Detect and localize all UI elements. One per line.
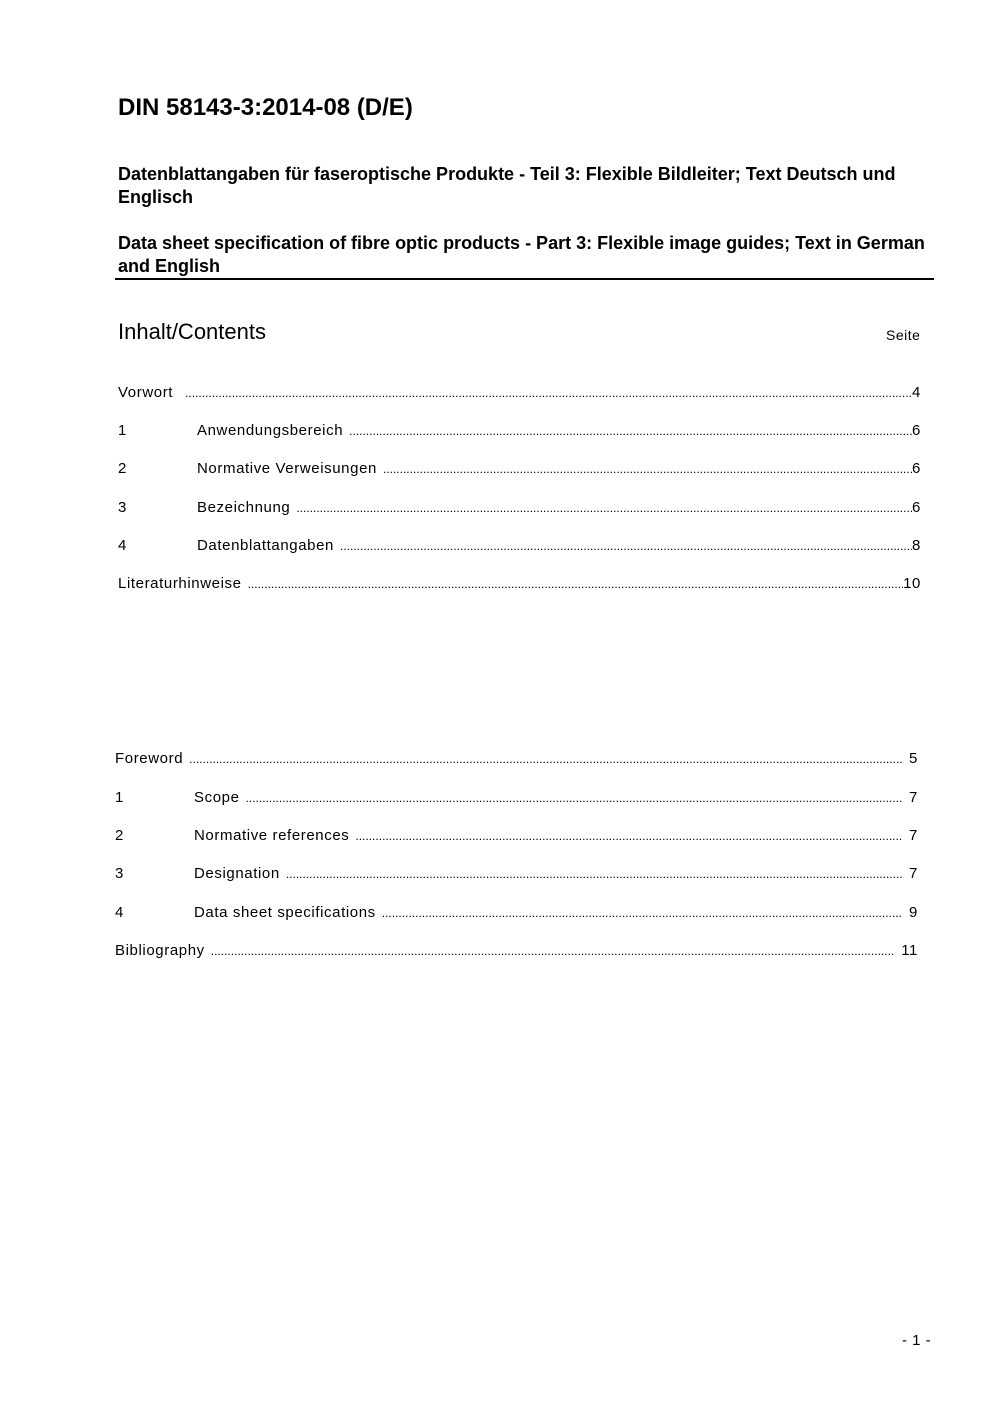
toc-entry-label: Normative references: [194, 827, 350, 844]
toc-entry-label: Designation: [194, 865, 280, 882]
toc-leader-dots: [248, 577, 904, 591]
toc-leader-dots: [296, 501, 912, 515]
toc-entry[interactable]: [118, 537, 921, 557]
toc-leader-dots: [349, 424, 912, 438]
toc-entry-number: 1: [115, 789, 124, 806]
toc-leader-dots: [340, 539, 912, 553]
toc-entry[interactable]: [115, 904, 918, 924]
toc-entry[interactable]: [115, 942, 918, 962]
toc-entry[interactable]: [118, 499, 921, 519]
toc-entry-page: 8: [912, 537, 921, 554]
toc-entry-label: Normative Verweisungen: [197, 460, 377, 477]
toc-entry-number: 2: [118, 460, 127, 477]
toc-entry-page: 6: [912, 460, 921, 477]
toc-leader-dots: [286, 867, 903, 881]
toc-entry[interactable]: [118, 384, 921, 404]
toc-entry-label: Bibliography: [115, 942, 205, 959]
toc-leader-dots: [383, 462, 912, 476]
page-column-label: Seite: [886, 327, 921, 343]
toc-entry-number: 3: [115, 865, 124, 882]
toc-leader-dots: [355, 829, 903, 843]
toc-entry-page: 7: [909, 789, 918, 806]
toc-entry[interactable]: [115, 865, 918, 885]
contents-heading: Inhalt/Contents: [118, 319, 266, 344]
toc-entry-label: Foreword: [115, 750, 184, 767]
toc-entry-label: Bezeichnung: [197, 499, 291, 516]
toc-leader-dots: [189, 752, 903, 766]
toc-entry-page: 11: [901, 942, 918, 959]
toc-entry-page: 6: [912, 422, 921, 439]
toc-entry-label: Datenblattangaben: [197, 537, 334, 554]
toc-leader-dots: [382, 906, 903, 920]
toc-entry-label: Literaturhinweise: [118, 575, 242, 592]
toc-leader-dots: [185, 386, 912, 400]
toc-entry-number: 1: [118, 422, 127, 439]
toc-entry-page: 9: [909, 904, 918, 921]
toc-entry-label: Scope: [194, 789, 240, 806]
toc-entry-number: 4: [115, 904, 124, 921]
page-number: - 1 -: [902, 1332, 932, 1349]
toc-entry-page: 4: [912, 384, 921, 401]
title-divider: [115, 278, 934, 280]
toc-entry[interactable]: [115, 789, 918, 809]
english-subtitle: Data sheet specification of fibre optic products - Part 3: Flexible image guides; Text in German and English: [118, 233, 925, 276]
toc-entry-number: 2: [115, 827, 124, 844]
toc-entry-label: Anwendungsbereich: [197, 422, 344, 439]
toc-entry[interactable]: [115, 750, 918, 770]
german-subtitle: Datenblattangaben für faseroptische Produkte - Teil 3: Flexible Bildleiter; Text Deutsch und Englisch: [118, 164, 896, 207]
document-title: DIN 58143-3:2014-08 (D/E): [118, 94, 413, 121]
toc-entry-page: 10: [903, 575, 921, 592]
toc-entry-page: 7: [909, 827, 918, 844]
toc-entry-number: 3: [118, 499, 127, 516]
toc-entry-number: 4: [118, 537, 127, 554]
toc-entry[interactable]: [118, 460, 921, 480]
toc-entry-page: 5: [909, 750, 918, 767]
toc-entry[interactable]: [115, 827, 918, 847]
toc-entry-page: 7: [909, 865, 918, 882]
toc-entry[interactable]: [118, 422, 921, 442]
toc-entry-page: 6: [912, 499, 921, 516]
toc-entry-label: Data sheet specifications: [194, 904, 376, 921]
toc-leader-dots: [246, 791, 904, 805]
toc-entry[interactable]: [118, 575, 921, 595]
toc-entry-label: Vorwort: [118, 384, 174, 401]
toc-leader-dots: [211, 944, 895, 958]
